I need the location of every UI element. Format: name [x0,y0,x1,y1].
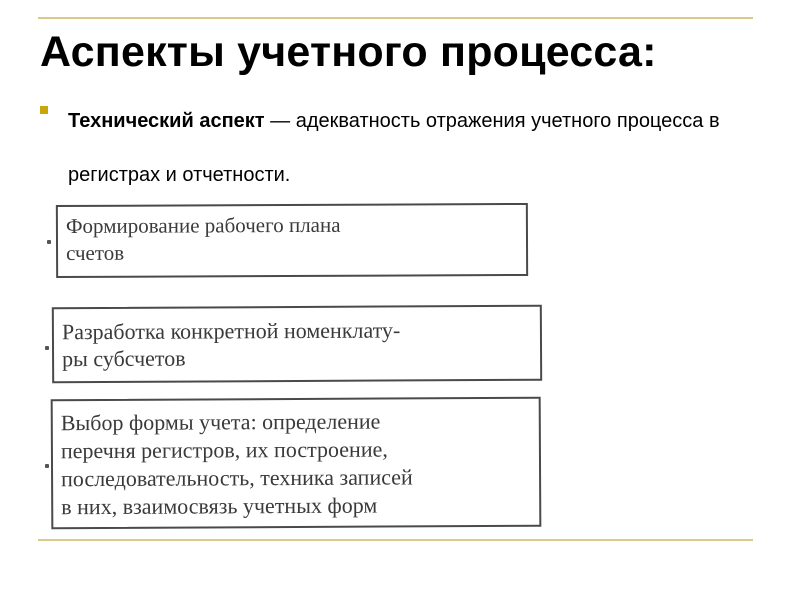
box-line: Выбор формы учета: определение [60,408,381,436]
top-divider [38,17,753,19]
box-line: перечня регистров, их построение, [60,436,388,464]
bottom-divider [38,539,753,541]
slide-title: Аспекты учетного процесса: [40,28,657,76]
box-line: счетов [65,240,125,265]
box-line: в них, взаимосвязь учетных форм [61,492,378,520]
box-line: Разработка конкретной номенклату- [61,317,401,345]
box-marker-icon [47,240,51,244]
bullet-text: — адекватность отражения учетного процесса в регистрах и отчетности. [68,110,720,186]
text-box-accounting-form [51,397,542,530]
box-marker-icon [45,464,49,468]
box-marker-icon [45,346,49,350]
box-line: последовательность, техника записей [61,464,413,492]
box-line: Формирование рабочего плана [65,212,341,238]
text-box-chart-of-accounts [56,203,528,278]
box-line: ры субсчетов [62,345,186,372]
text-box-subaccounts [52,305,542,384]
square-bullet-icon [40,106,48,114]
bullet-term: Технический аспект [68,110,265,132]
bullet-paragraph [68,94,768,202]
